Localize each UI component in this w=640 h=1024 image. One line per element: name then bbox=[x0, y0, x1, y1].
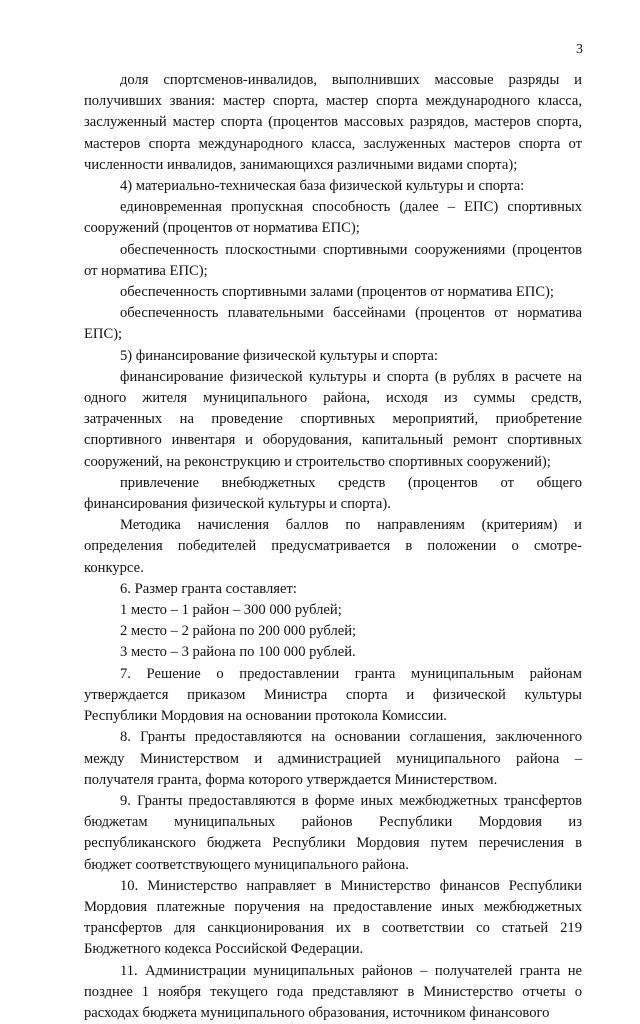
paragraph bbox=[84, 367, 582, 473]
text-line: сооружений (процентов от норматива ЕПС); bbox=[84, 220, 360, 237]
page-number: 3 bbox=[576, 42, 583, 57]
text-line: заслуженный мастер спорта (процентов массовых разрядов, мастеров спорта, bbox=[84, 114, 582, 131]
text-line: между Министерством и администрацией муниципального района – bbox=[84, 750, 582, 767]
text-line: 2 место – 2 района по 200 000 рублей; bbox=[120, 623, 357, 640]
text-line: конкурсе. bbox=[84, 559, 144, 576]
text-line: обеспеченность спортивными залами (процентов от норматива ЕПС); bbox=[120, 284, 554, 301]
paragraph bbox=[84, 70, 582, 176]
paragraph bbox=[84, 664, 582, 728]
text-line: 4) материально-техническая база физической культуры и спорта: bbox=[120, 178, 525, 195]
text-line: определения победителей предусматривается в положении о смотре- bbox=[84, 538, 582, 555]
paragraph bbox=[84, 791, 582, 876]
paragraph bbox=[84, 176, 582, 197]
document-body bbox=[84, 70, 582, 1024]
text-line: трансфертов для санкционирования их в соответствии со статьей 219 bbox=[84, 920, 582, 937]
text-line: доля спортсменов-инвалидов, выполнивших массовые разряды и bbox=[120, 72, 582, 88]
text-line: получивших звания: мастер спорта, мастер спорта международного класса, bbox=[84, 93, 582, 110]
text-line: 7. Решение о предоставлении гранта муниципальным районам bbox=[120, 665, 582, 682]
text-line: обеспеченность плоскостными спортивными сооружениями (процентов bbox=[120, 241, 582, 258]
text-line: численности инвалидов, занимающихся различными видами спорта); bbox=[84, 156, 518, 173]
paragraph bbox=[84, 621, 582, 642]
paragraph bbox=[84, 515, 582, 579]
text-line: единовременная пропускная способность (далее – ЕПС) спортивных bbox=[120, 199, 582, 216]
text-line: сооружений, на реконструкцию и строительство спортивных сооружений); bbox=[84, 453, 551, 470]
text-line: расходах бюджета муниципального образования, источником финансового bbox=[84, 1004, 550, 1021]
paragraph bbox=[84, 240, 582, 282]
text-line: 10. Министерство направляет в Министерство финансов Республики bbox=[120, 877, 582, 894]
text-line: привлечение внебюджетных средств (процентов от общего bbox=[120, 474, 582, 491]
text-line: спортивного инвентаря и оборудования, капитальный ремонт спортивных bbox=[84, 432, 582, 449]
text-line: Мордовия платежные поручения на предоставление иных межбюджетных bbox=[84, 898, 582, 915]
text-line: одного жителя муниципального района, исходя из суммы средств, bbox=[84, 390, 582, 407]
paragraph bbox=[84, 282, 582, 303]
text-line: 8. Гранты предоставляются на основании соглашения, заключенного bbox=[120, 729, 582, 746]
paragraph bbox=[84, 876, 582, 961]
paragraph bbox=[84, 473, 582, 515]
text-line: Методика начисления баллов по направлениям (критериям) и bbox=[120, 517, 582, 534]
paragraph bbox=[84, 579, 582, 600]
text-line: утверждается приказом Министра спорта и физической культуры bbox=[84, 686, 582, 703]
paragraph bbox=[84, 642, 582, 663]
text-line: 5) финансирование физической культуры и спорта: bbox=[120, 347, 438, 364]
paragraph bbox=[84, 600, 582, 621]
text-line: получателя гранта, форма которого утверждается Министерством. bbox=[84, 771, 498, 788]
text-line: мастеров спорта международного класса, заслуженных мастеров спорта от bbox=[84, 135, 582, 152]
text-line: позднее 1 ноября текущего года представляют в Министерство отчеты о bbox=[84, 983, 582, 1000]
text-line: 11. Администрации муниципальных районов – получателей гранта не bbox=[120, 962, 582, 979]
text-line: бюджетам муниципальных районов Республики Мордовия из bbox=[84, 814, 582, 831]
text-line: ЕПС); bbox=[84, 326, 123, 343]
text-line: 3 место – 3 района по 100 000 рублей. bbox=[120, 644, 356, 661]
text-line: обеспеченность плавательными бассейнами (процентов от норматива bbox=[120, 305, 582, 322]
paragraph bbox=[84, 727, 582, 791]
text-line: Республики Мордовия на основании протокола Комиссии. bbox=[84, 708, 447, 725]
text-line: 9. Гранты предоставляются в форме иных межбюджетных трансфертов bbox=[120, 792, 582, 809]
text-line: от норматива ЕПС); bbox=[84, 262, 208, 279]
text-line: республиканского бюджета Республики Мордовия путем перечисления в bbox=[84, 835, 582, 852]
paragraph bbox=[84, 197, 582, 239]
text-line: 6. Размер гранта составляет: bbox=[120, 580, 297, 597]
text-line: финансирования физической культуры и спорта). bbox=[84, 496, 391, 513]
text-line: затраченных на проведение спортивных мероприятий, приобретение bbox=[84, 411, 582, 428]
text-line: бюджет соответствующего муниципального района. bbox=[84, 856, 409, 873]
text-line: финансирование физической культуры и спорта (в рублях в расчете на bbox=[120, 368, 582, 385]
text-line: 1 место – 1 район – 300 000 рублей; bbox=[120, 602, 342, 619]
paragraph bbox=[84, 961, 582, 1024]
paragraph bbox=[84, 346, 582, 367]
paragraph bbox=[84, 303, 582, 345]
text-line: Бюджетного кодекса Российской Федерации. bbox=[84, 941, 364, 958]
